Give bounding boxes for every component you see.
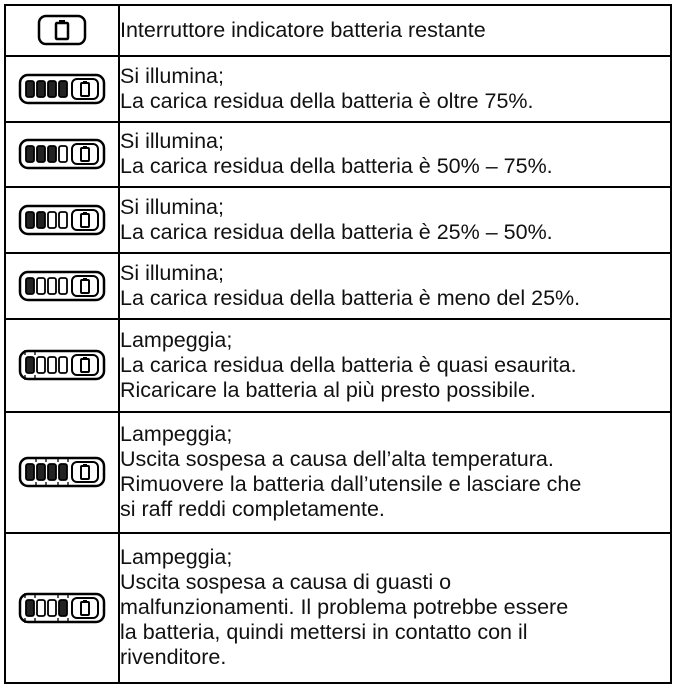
- gauge-bar: [26, 600, 34, 616]
- row-description: Lampeggia; Uscita sospesa a causa di guasti o malfunzionamenti. Il problema potrebbe essere la batteria, quindi mettersi in contatto con il rivenditore.: [119, 533, 671, 683]
- gauge-button-glyph-tip: [83, 600, 87, 602]
- gauge-bar: [37, 81, 45, 97]
- gauge-bar: [48, 464, 56, 480]
- gauge-bar: [26, 278, 34, 294]
- row-description: Lampeggia; Uscita sospesa a causa dell’alta temperatura. Rimuovere la batteria dall’utensile e lasciare che si raff reddi completamente.: [119, 412, 671, 533]
- gauge-bar: [59, 81, 67, 97]
- gauge-bar: [59, 278, 67, 294]
- gauge-bar: [26, 81, 34, 97]
- gauge-button-glyph-tip: [83, 212, 87, 214]
- header-label: Interruttore indicatore batteria restante: [119, 5, 671, 56]
- gauge-button-glyph-tip: [83, 464, 87, 466]
- gauge-bar: [59, 357, 67, 373]
- gauge-bar: [37, 464, 45, 480]
- gauge-bar: [37, 146, 45, 162]
- gauge-bar: [26, 464, 34, 480]
- battery-1-bar-icon: [16, 269, 108, 303]
- row-description: Si illumina; La carica residua della batteria è meno del 25%.: [119, 253, 671, 319]
- gauge-bar: [26, 146, 34, 162]
- row-description: Si illumina; La carica residua della batteria è 25% – 50%.: [119, 187, 671, 253]
- gauge-button-glyph-tip: [83, 81, 87, 83]
- indicator-row: [5, 56, 671, 122]
- gauge-bar: [48, 146, 56, 162]
- gauge-bar: [37, 278, 45, 294]
- battery-button-icon: [37, 14, 87, 46]
- gauge-bar: [26, 357, 34, 373]
- gauge-button-glyph-tip: [83, 357, 87, 359]
- indicator-row: [5, 412, 671, 533]
- gauge-bar: [59, 464, 67, 480]
- gauge-bar: [59, 212, 67, 228]
- battery-3-bars-icon: [16, 137, 108, 171]
- row-description: Si illumina; La carica residua della batteria è 50% – 75%.: [119, 122, 671, 188]
- indicator-row: [5, 122, 671, 188]
- indicator-row: [5, 187, 671, 253]
- row-description: Lampeggia; La carica residua della batteria è quasi esaurita. Ricaricare la batteria al più presto possibile.: [119, 319, 671, 412]
- gauge-bar: [59, 600, 67, 616]
- gauge-bar: [48, 600, 56, 616]
- gauge-bar: [37, 357, 45, 373]
- indicator-row: [5, 253, 671, 319]
- gauge-bar: [37, 212, 45, 228]
- indicator-row: [5, 319, 671, 412]
- gauge-button-glyph-tip: [83, 278, 87, 280]
- gauge-button-glyph-tip: [83, 146, 87, 148]
- gauge-bar: [37, 600, 45, 616]
- gauge-bar: [48, 212, 56, 228]
- gauge-bar: [48, 81, 56, 97]
- indicator-row: [5, 533, 671, 683]
- battery-2-bars-icon: [16, 203, 108, 237]
- battery-overheat-blinking-icon: [16, 455, 108, 489]
- battery-1-bar-blinking-icon: [16, 348, 108, 382]
- gauge-bar: [26, 212, 34, 228]
- gauge-bar: [59, 146, 67, 162]
- battery-indicator-table: [4, 4, 672, 684]
- row-description: Si illumina; La carica residua della batteria è oltre 75%.: [119, 56, 671, 122]
- battery-fault-blinking-icon: [16, 591, 108, 625]
- gauge-bar: [48, 357, 56, 373]
- header-row: [5, 5, 671, 56]
- gauge-bar: [48, 278, 56, 294]
- header-icon-cell: [5, 5, 119, 56]
- battery-4-bars-icon: [16, 72, 108, 106]
